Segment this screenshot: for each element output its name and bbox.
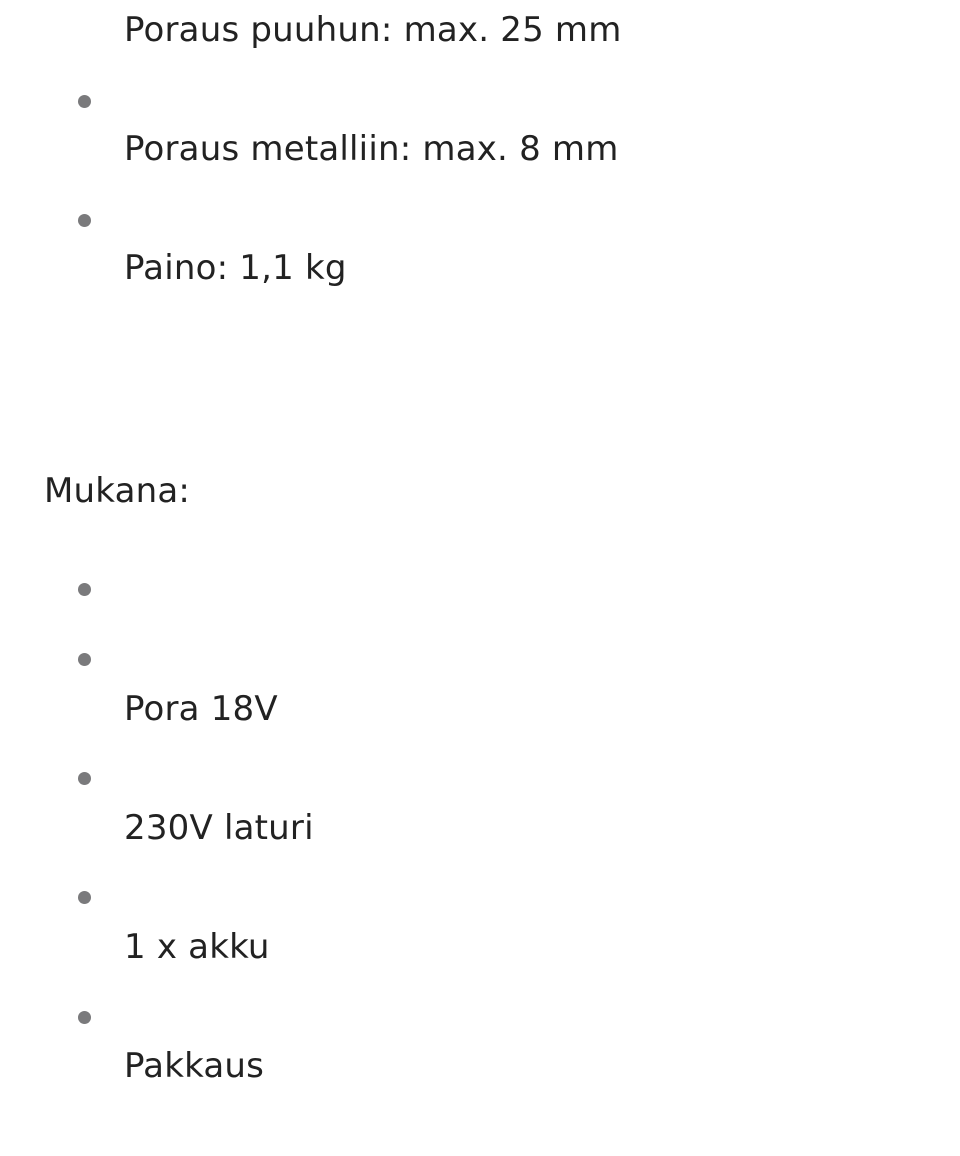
bullet-icon: [78, 95, 91, 108]
included-heading: Mukana:: [44, 471, 191, 511]
included-item-package: Pakkaus: [124, 1046, 265, 1086]
included-item-charger: 230V laturi: [124, 808, 314, 848]
bullet-icon: [78, 583, 91, 596]
included-item-battery: 1 x akku: [124, 927, 270, 967]
spec-item-weight: Paino: 1,1 kg: [124, 248, 347, 288]
bullet-icon: [78, 214, 91, 227]
bullet-icon: [78, 891, 91, 904]
spec-item-wood-drilling: Poraus puuhun: max. 25 mm: [124, 10, 622, 50]
included-item-drill: Pora 18V: [124, 689, 278, 729]
bullet-icon: [78, 772, 91, 785]
spec-item-metal-drilling: Poraus metalliin: max. 8 mm: [124, 129, 619, 169]
bullet-icon: [78, 653, 91, 666]
bullet-icon: [78, 1011, 91, 1024]
